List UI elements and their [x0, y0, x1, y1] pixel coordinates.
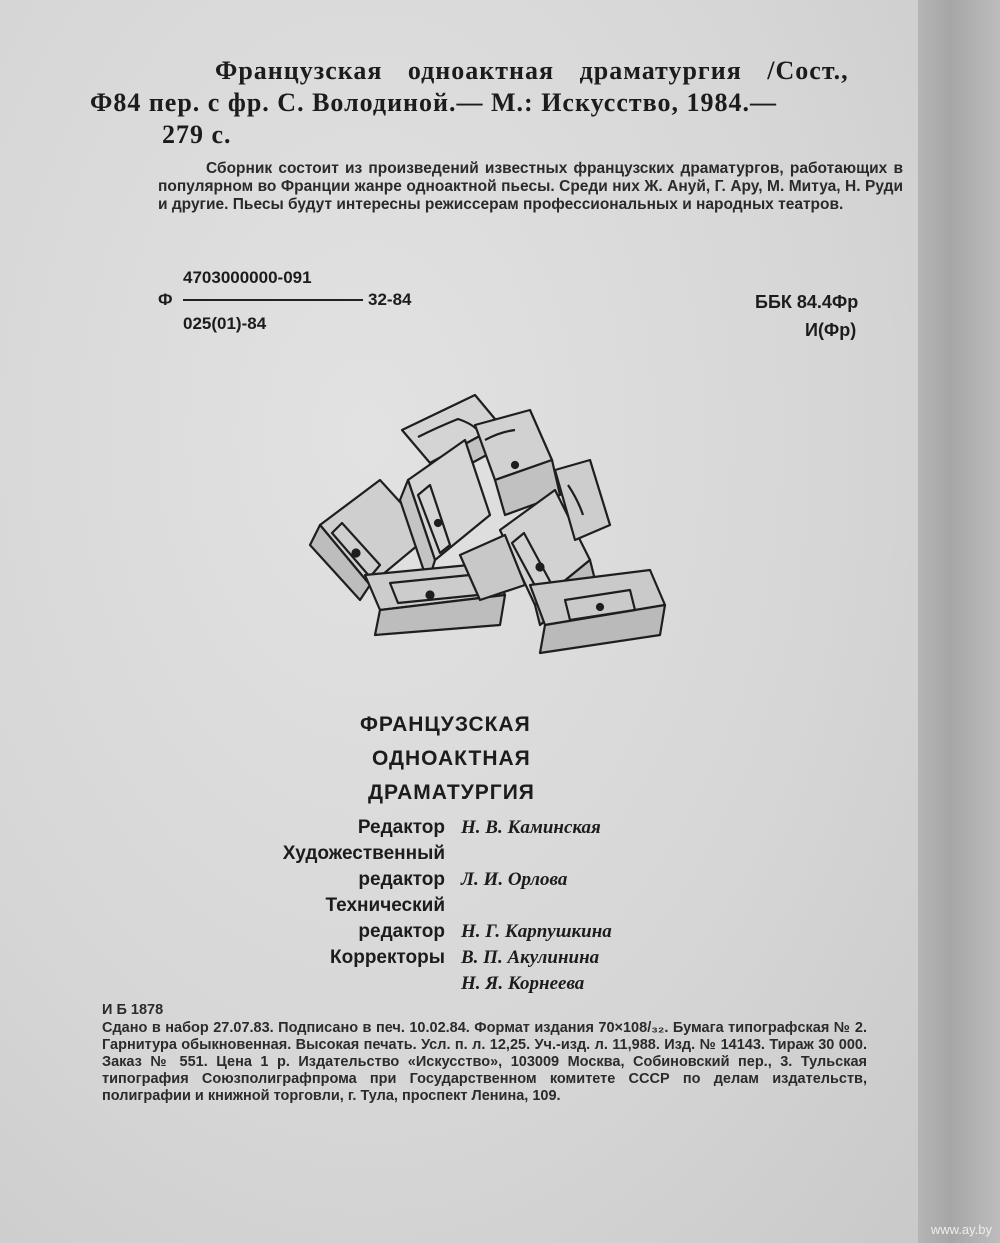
credit-row	[200, 867, 720, 893]
credit-name: Н. Я. Корнеева	[461, 973, 585, 994]
biblio-line-2: Ф84 пер. с фр. С. Володиной.— М.: Искусство, 1984.—	[90, 88, 777, 117]
annotation-text: Сборник состоит из произведений известных французских драматургов, работающих в популярном во Франции жанре одноактной пьесы. Среди них Ж. Ануй, Г. Ару, М. Митуа, Н. Руди и другие. Пьесы будут интересны режиссерам профессиональных и народных театров.	[158, 160, 903, 213]
credit-name: Л. И. Орлова	[461, 869, 568, 890]
biblio-line-3: 279 с.	[162, 120, 232, 149]
bbk-index	[755, 288, 858, 344]
title-line-1: ФРАНЦУЗСКАЯ	[360, 713, 531, 736]
credit-row	[200, 841, 720, 867]
book-title	[360, 708, 535, 810]
theatre-boxes-illustration-icon	[290, 385, 670, 655]
credit-row	[200, 971, 720, 997]
title-line-2: ОДНОАКТНАЯ	[372, 747, 531, 770]
credits-list	[200, 815, 720, 997]
watermark: www.ay.by	[930, 1222, 992, 1237]
page-edge	[918, 0, 1000, 1243]
classification-letter: Ф	[158, 290, 173, 309]
credit-name: Н. В. Каминская	[461, 817, 601, 838]
credit-name	[445, 893, 461, 919]
credit-name	[445, 841, 461, 867]
classification-denominator: 025(01)-84	[183, 314, 267, 333]
credit-role	[200, 971, 445, 997]
credit-role: Редактор	[357, 817, 445, 838]
credit-role: редактор	[358, 921, 445, 942]
bibliographic-record	[90, 55, 910, 151]
credit-row	[200, 945, 720, 971]
credit-role: Технический	[325, 895, 445, 916]
credit-row	[200, 893, 720, 919]
credit-row	[200, 919, 720, 945]
credit-role: редактор	[358, 869, 445, 890]
biblio-line-1: Французская одноактная драматургия /Сост.,	[215, 56, 849, 85]
imprint-text: Сдано в набор 27.07.83. Подписано в печ. 10.02.84. Формат издания 70×108/₃₂. Бумага типографская № 2. Гарнитура обыкновенная. Высокая печать. Усл. п. л. 12,25. Уч.-изд. л. 11,988. Изд. № 14143. Тираж 30 000. Заказ № 551. Цена 1 р. Издательство «Искусство», 103009 Москва, Собиновский пер., 3. Тульская типография Союзполиграфпрома при Государственном комитете СССР по делам издательств, полиграфии и книжной торговли, г. Тула, проспект Ленина, 109.	[102, 1020, 867, 1104]
fraction-rule	[183, 299, 363, 301]
credit-row	[200, 815, 720, 841]
imprint-block	[102, 1002, 867, 1105]
credit-name: В. П. Акулинина	[461, 947, 600, 968]
credit-role: Корректоры	[330, 947, 445, 968]
bbk-line-2: И(Фр)	[805, 320, 857, 340]
classification-numerator: 4703000000-091	[183, 268, 312, 287]
bbk-line-1: ББК 84.4Фр	[755, 292, 859, 312]
classification-suffix: 32-84	[368, 290, 412, 309]
title-line-3: ДРАМАТУРГИЯ	[368, 781, 535, 804]
imprint-ib-number: И Б 1878	[102, 1002, 164, 1018]
credit-role: Художественный	[282, 843, 445, 864]
credit-name: Н. Г. Карпушкина	[461, 921, 612, 942]
